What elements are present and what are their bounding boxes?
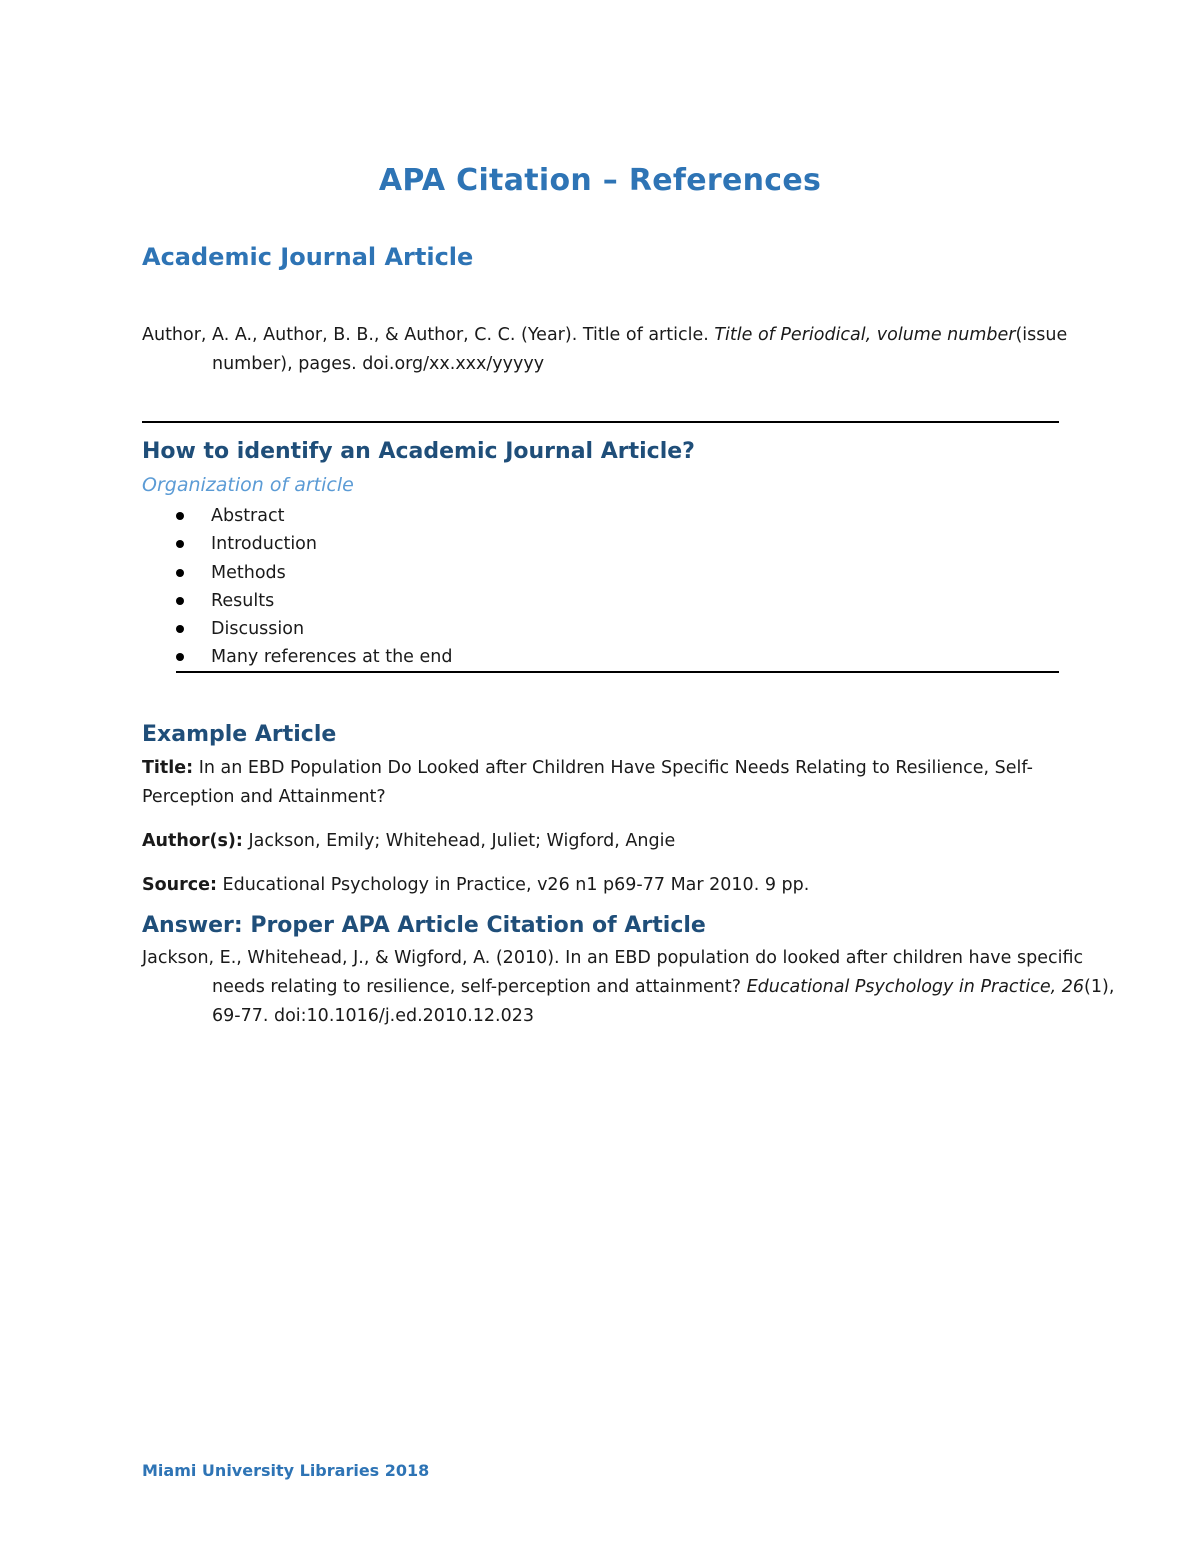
format-authors-year-title: Author, A. A., Author, B. B., & Author, C. C. (Year). Title of article. (142, 325, 715, 345)
divider-top (142, 421, 1059, 423)
page-footer: Miami University Libraries 2018 (142, 1461, 430, 1480)
section-heading-academic-journal-article: Academic Journal Article (142, 243, 474, 271)
bullet-icon (176, 569, 184, 577)
answer-citation-journal: Educational Psychology in Practice, 26 (746, 977, 1085, 997)
section-heading-example-article: Example Article (142, 722, 337, 747)
list-item: Abstract (142, 502, 452, 530)
bullet-icon (176, 512, 184, 520)
section-heading-how-to-identify: How to identify an Academic Journal Article? (142, 439, 695, 464)
answer-citation-part2: (1), 69-77. doi:10.1016/j.ed.2010.12.023 (212, 977, 1115, 1026)
bullet-icon (176, 597, 184, 605)
example-title (142, 754, 1062, 812)
example-source-label: Source: (142, 875, 217, 895)
list-item: Results (142, 587, 452, 615)
example-authors-label: Author(s): (142, 831, 243, 851)
answer-citation-part1: Jackson, E., Whitehead, J., & Wigford, A. (2010). In an EBD population do looked after children have specific needs relating to resilience, self-perception and attainment? (142, 948, 1084, 997)
example-title-value: In an EBD Population Do Looked after Children Have Specific Needs Relating to Resilience, Self-Perception and Attainment? (142, 758, 1033, 807)
example-authors (142, 827, 1062, 856)
organization-list (142, 502, 452, 672)
example-source-value: Educational Psychology in Practice, v26 n1 p69-77 Mar 2010. 9 pp. (216, 875, 810, 895)
example-source (142, 871, 1062, 900)
bullet-icon (176, 540, 184, 548)
divider-bottom (176, 671, 1059, 673)
list-item: Methods (142, 559, 452, 587)
bullet-icon (176, 625, 184, 633)
page-title: APA Citation – References (378, 163, 822, 198)
example-authors-value: Jackson, Emily; Whitehead, Juliet; Wigford, Angie (242, 831, 676, 851)
apa-format-template (142, 321, 1132, 379)
answer-citation (142, 944, 1132, 1031)
list-item: Discussion (142, 615, 452, 643)
format-rest: (issue number), pages. doi.org/xx.xxx/yyyyy (212, 325, 1068, 374)
subheading-organization: Organization of article (142, 474, 354, 496)
example-title-label: Title: (142, 758, 194, 778)
format-periodical: Title of Periodical, volume number (714, 325, 1016, 345)
bullet-icon (176, 653, 184, 661)
section-heading-answer: Answer: Proper APA Article Citation of Article (142, 913, 706, 938)
list-item: Many references at the end (142, 643, 452, 671)
list-item: Introduction (142, 530, 452, 558)
